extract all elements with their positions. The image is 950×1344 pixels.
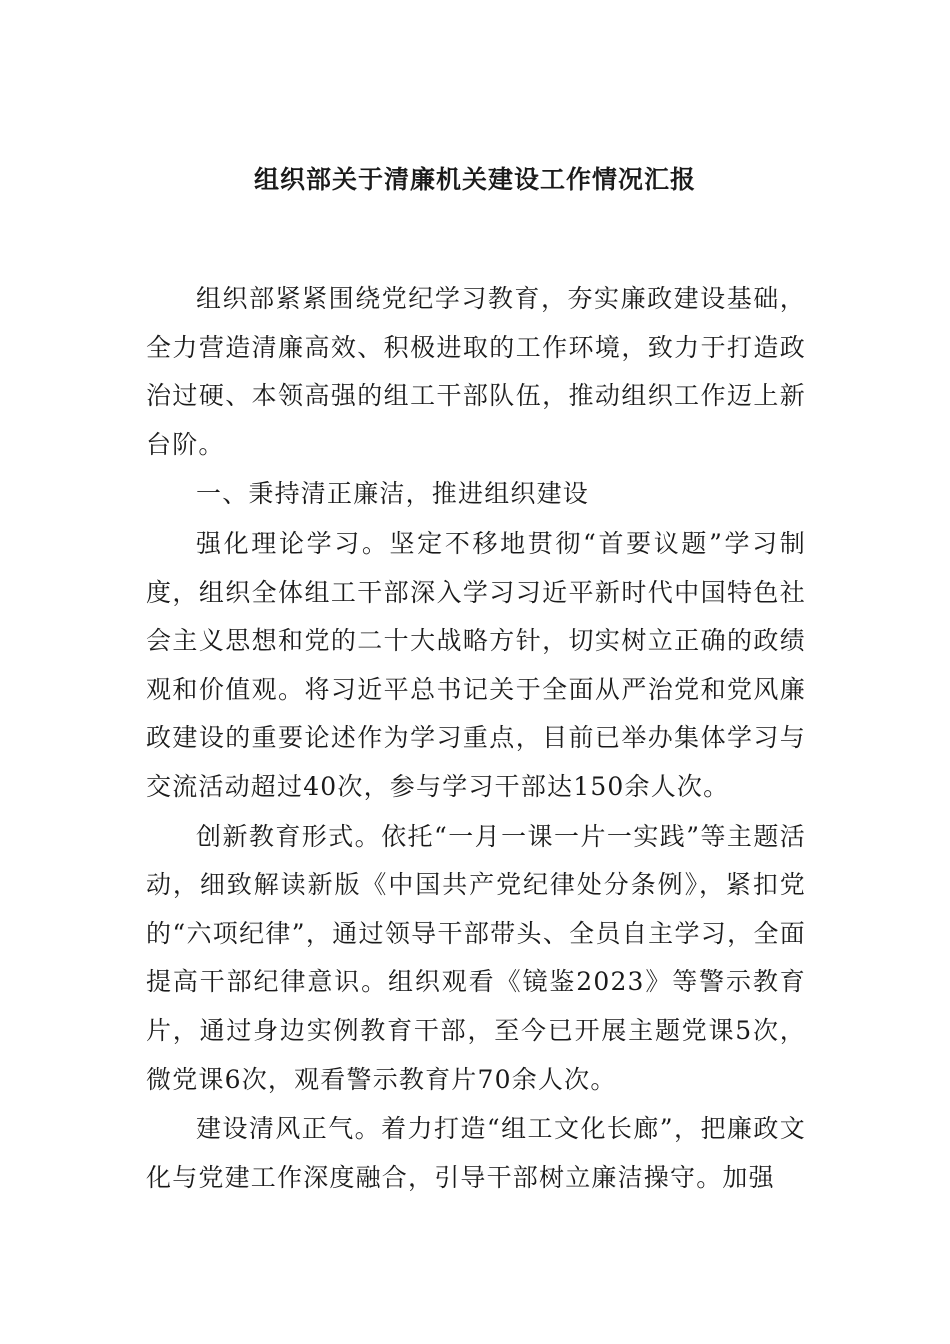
paragraph-theory-study: 强化理论学习。坚定不移地贯彻“首要议题”学习制度，组织全体组工干部深入学习习近平新时代中国特色社会主义思想和党的二十大战略方针，切实树立正确的政绩观和价值观。将习近平总书记关于全面从严治党和党风廉政建设的重要论述作为学习重点，目前已举办集体学习与交流活动超过40次，参与学习干部达150余人次。 — [146, 528, 806, 801]
document-body — [146, 275, 806, 1203]
paragraph-education-form: 创新教育形式。依托“一月一课一片一实践”等主题活动，细致解读新版《中国共产党纪律处分条例》，紧扣党的“六项纪律”，通过领导干部带头、全员自主学习，全面提高干部纪律意识。组织观看《镜鉴2023》等警示教育片，通过身边实例教育干部，至今已开展主题党课5次，微党课6次，观看警示教育片70余人次。 — [146, 821, 806, 1094]
paragraph-clean-culture: 建设清风正气。着力打造“组工文化长廊”，把廉政文化与党建工作深度融合，引导干部树立廉洁操守。加强 — [146, 1114, 806, 1192]
paragraph-intro: 组织部紧紧围绕党纪学习教育，夯实廉政建设基础，全力营造清廉高效、积极进取的工作环境，致力于打造政治过硬、本领高强的组工干部队伍，推动组织工作迈上新台阶。 — [146, 284, 806, 459]
document-title: 组织部关于清廉机关建设工作情况汇报 — [253, 165, 696, 194]
section-heading-1: 一、秉持清正廉洁，推进组织建设 — [196, 479, 590, 509]
